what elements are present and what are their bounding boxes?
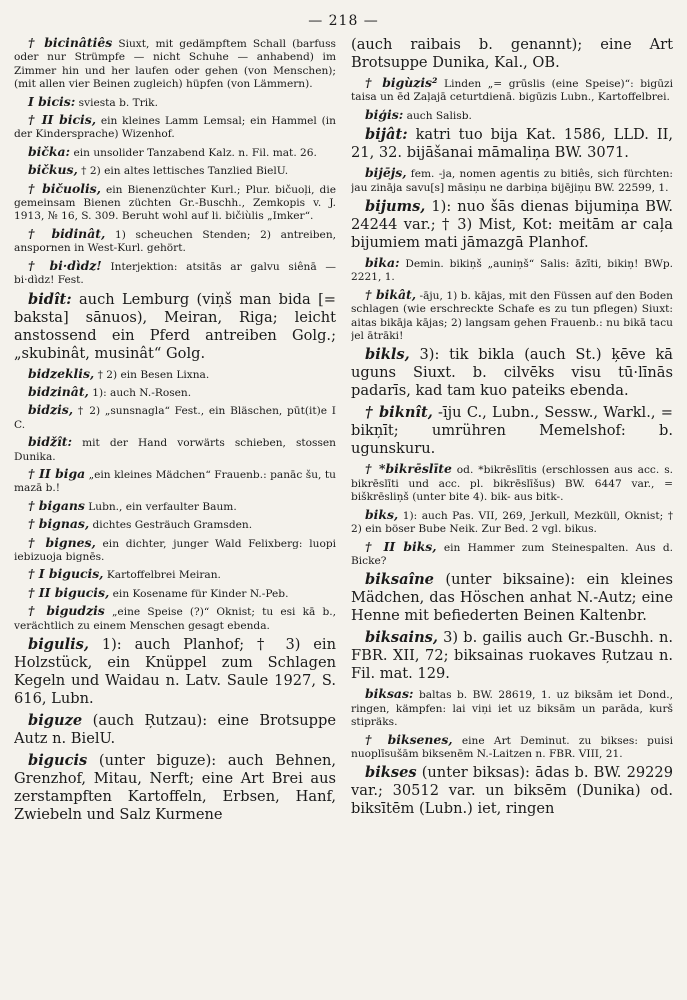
entry-body: Siuxt, mit gedämpftem Schall (barfuss oder nur Strümpfe — nicht Schuhe — anhabend) im Zimmer hin und her laufen oder gehen (von Menschen); (mit allen vier Beinen zugleich) hüpfen (von Lämmern). (14, 38, 336, 91)
entry-body: ein unsolider Tanzabend Kalz. n. Fil. mat. 26. (70, 146, 317, 159)
columns (14, 36, 673, 828)
dictionary-entry (14, 567, 336, 582)
entry-headword: biksaîne (365, 571, 434, 589)
entry-headword: bikls, (365, 346, 410, 364)
dictionary-entry (351, 346, 673, 400)
dictionary-entry (14, 145, 336, 160)
entry-headword: bijējs, (365, 165, 407, 181)
dictionary-entry (351, 764, 673, 818)
entry-headword: † bignes, (28, 534, 96, 550)
entry-headword: bičkus, (28, 162, 78, 178)
entry-headword: bidzeklis, (28, 365, 95, 381)
entry-headword: † bi·dìdz! (28, 257, 102, 273)
dictionary-entry (14, 367, 336, 382)
entry-headword: bijums, (365, 198, 426, 216)
entry-body: Demin. bikiņš „auniņš“ Salis: āzīti, bikiņ! BWp. 2221, 1. (351, 258, 673, 284)
dictionary-entry (14, 163, 336, 178)
entry-body: ein Hammer zum Steinespalten. Aus d. Bicke? (351, 541, 673, 567)
dictionary-entry (14, 259, 336, 288)
dictionary-entry (351, 571, 673, 625)
dictionary-entry (14, 291, 336, 363)
entry-body: Lubn., ein verfaulter Baum. (84, 500, 237, 513)
entry-headword: biguze (28, 712, 83, 729)
dictionary-entry (14, 752, 336, 824)
entry-headword: bijât: (365, 126, 408, 144)
entry-headword: bidît: (28, 290, 72, 308)
left-column (14, 36, 336, 828)
entry-body: † 2) ein altes lettisches Tanzlied BielU. (77, 165, 289, 178)
dictionary-entry (14, 403, 336, 432)
entry-body: 1): auch N.-Rosen. (88, 386, 192, 399)
entry-body: ein kleines Lamm Lemsal; ein Hammel (in der Kindersprache) Wizenhof. (14, 115, 336, 141)
dictionary-entry (14, 517, 336, 532)
dictionary-entry (14, 95, 336, 110)
entry-body: (unter biksaine): ein kleines Mädchen, das Höschen anhat N.-Autz; eine Henne mit befiederten Beinen Kaltenbr. (351, 571, 673, 625)
entry-headword: bička: (28, 143, 71, 159)
dictionary-entry (14, 467, 336, 496)
entry-body: baltas b. BW. 28619, 1. uz biksām iet Dond., ringen, kämpfen: lai viņi iet uz biksām un parāda, kurš stipräks. (351, 689, 673, 729)
entry-body: 1) scheuchen Stenden; 2) antreiben, anspornen in West-Kurl. gehört. (14, 228, 336, 255)
entry-body: † 2) „sunsnagla“ Fest., ein Bläschen, pūt(it)e I C. (14, 405, 336, 431)
dictionary-entry (14, 536, 336, 565)
entry-body: ein Bienenzüchter Kurl.; Plur. bičuoļi, die gemeinsam Bienen züchten Gr.-Buschh., Zemkopis v. J. 1913, № 16, S. 309. Beruht wohl auf li. bičiùlis „Imker“. (14, 183, 336, 223)
entry-headword: biksas: (365, 686, 414, 702)
entry-body: dichtes Gesträuch Gramsden. (89, 519, 253, 532)
entry-headword: biks, (365, 506, 399, 522)
entry-headword: bigucis (28, 752, 88, 769)
entry-body: auch Salisb. (403, 109, 472, 122)
entry-body: † 2) ein Besen Lixna. (94, 368, 210, 381)
entry-body: (auch Ŗutzau): eine Brotsuppe Autz n. BielU. (14, 712, 336, 747)
entry-headword: biksains, (365, 629, 438, 647)
entry-headword: † bidinât, (28, 225, 106, 241)
dictionary-entry (351, 166, 673, 195)
entry-body: fem. -ja, nomen agentis zu bitiês, sich fürchten: jau zināja savu[s] māsiņu ne darbiņa bijējiņu BW. 22599, 1. (351, 168, 673, 194)
dictionary-entry (14, 227, 336, 256)
entry-headword: I bicis: (28, 93, 76, 109)
entry-headword: † bičuolis, (28, 180, 101, 196)
dictionary-entry (351, 508, 673, 537)
entry-headword: bikses (365, 764, 417, 782)
entry-body: 1): nuo šās dienas bijumiņa BW. 24244 var.; † 3) Mist, Kot: meitām ar caļa bijumiem mati jāmazgā Planhof. (351, 198, 673, 252)
dictionary-entry (351, 404, 673, 458)
entry-headword: † I bigucis, (28, 566, 104, 582)
dictionary-entry (14, 182, 336, 224)
dictionary-entry (351, 629, 673, 683)
entry-headword: † bignas, (28, 516, 90, 532)
entry-headword: bidzinât, (28, 383, 89, 399)
entry-headword: bidžît: (28, 434, 73, 450)
entry-body: (auch raibais b. genannt); eine Art Brotsuppe Dunika, Kal., OB. (351, 36, 673, 71)
dictionary-entry (14, 604, 336, 633)
entry-headword: † bicinâtiês (28, 36, 113, 50)
entry-body: 1): auch Planhof; † 3) ein Holzstück, ein Knüppel zum Schlagen Kegeln und Waidau n. Latv. Saule 1927, S. 616, Lubn. (14, 636, 336, 707)
entry-body: od. *bikrēslītis (erschlossen aus acc. s. bikrēslīti und acc. pl. bikrēslīšus) BW. 6447 var., = biškrēsliņš (unter bite 4). bik- aus bitk-. (351, 464, 673, 504)
entry-headword: bidzis, (28, 402, 74, 418)
entry-body: 3): tik bikla (auch St.) ķēve kā uguns Siuxt. b. cilvēks visu tū·līnās padarīs, kad tam kuo pateiks ebenda. (351, 346, 673, 400)
dictionary-entry (351, 462, 673, 504)
entry-body: katri tuo bija Kat. 1586, LLD. II, 21, 32. bijāšanai māmaliņa BW. 3071. (351, 126, 673, 162)
dictionary-entry (351, 687, 673, 729)
entry-body: ein Kosename für Kinder N.-Peb. (109, 587, 289, 600)
dictionary-entry (351, 76, 673, 105)
dictionary-entry (351, 733, 673, 762)
entry-body: „eine Speise (?)“ Oknist; tu esi kā b., verächtlich zu einem Menschen gesagt ebenda. (14, 606, 336, 632)
entry-body: -īju C., Lubn., Sessw., Warkl., = bikņīt; umrühren Memelshof: b. ugunskuru. (351, 404, 673, 458)
entry-body: auch Lemburg (viņš man bida [= baksta] sānuos), Meiran, Riga; leicht anstossend ein Pferd antreiben Golg.; „skubinât, musinât“ Golg. (14, 290, 336, 362)
entry-headword: † bigùzis² (365, 75, 438, 90)
entry-headword: † biknît, (365, 404, 433, 422)
entry-body: (unter biguze): auch Behnen, Grenzhof, Mitau, Nerft; eine Art Brei aus zerstampften Kartoffeln, Erbsen, Hanf, Zwiebeln und Salz Kurmene (14, 752, 336, 823)
entry-headword: biģis: (365, 106, 404, 122)
dictionary-entry (14, 113, 336, 142)
entry-body: eine Art Deminut. zu bikses: puisi nuoplīsušām biksenēm N.-Laitzen n. FBR. VIII, 21. (351, 734, 673, 760)
entry-headword: † bigudzis (28, 603, 105, 619)
entry-body: (unter biksas): ādas b. BW. 29229 var.; 30512 var. un biksēm (Dunika) od. biksītēm (Lubn.) iet, ringen (351, 764, 673, 818)
dictionary-entry (351, 288, 673, 344)
entry-headword: † biksenes, (365, 731, 453, 747)
entry-body: Interjektion: atsitās ar galvu siênā — bi·dìdz! Fest. (14, 260, 336, 287)
entry-headword: † bikât, (365, 286, 417, 302)
right-column (351, 36, 673, 828)
dictionary-entry (351, 126, 673, 162)
dictionary-entry (351, 36, 673, 72)
dictionary-entry (351, 198, 673, 252)
dictionary-entry (14, 499, 336, 514)
entry-headword: † II biks, (365, 538, 437, 554)
dictionary-entry (14, 36, 336, 92)
entry-body: 1): auch Pas. VII, 269, Jerkull, Mezküll, Oknist; † 2) ein böser Bube Neik. Zur Bed. 2 vgl. bikus. (351, 509, 673, 536)
dictionary-entry (14, 385, 336, 400)
dictionary-entry (351, 540, 673, 569)
entry-headword: bika: (365, 255, 400, 271)
dictionary-entry (14, 636, 336, 708)
dictionary-entry (14, 586, 336, 601)
entry-body: Linden „= grūslis (eine Speise)“: bigūzi taisa un ēd Zaļajā ceturtdienā. bigūzis Lubn., Kartoffelbrei. (351, 78, 673, 104)
entry-headword: † bigans (28, 497, 85, 513)
entry-body: sviesta b. Trik. (75, 96, 158, 109)
entry-body: „ein kleines Mädchen“ Frauenb.: panāc šu, tu mazā b.! (14, 468, 336, 495)
entry-body: Kartoffelbrei Meiran. (103, 569, 221, 582)
dictionary-entry (14, 712, 336, 748)
entry-headword: † II bigucis, (28, 584, 110, 600)
dictionary-entry (351, 256, 673, 285)
entry-headword: † II bicis, (28, 112, 97, 128)
entry-headword: † *bikrēslīte (365, 461, 452, 477)
entry-headword: † II biga (28, 465, 86, 481)
entry-headword: bigulis, (28, 636, 89, 653)
entry-body: 3) b. gailis auch Gr.-Buschh. n. FBR. XII, 72; biksainas ruokaves Ŗutzau n. Fil. mat. 129. (351, 629, 673, 683)
entry-body: -āju, 1) b. kājas, mit den Füssen auf den Boden schlagen (wie erschreckte Schafe es zu tun pflegen) Siuxt: aitas bikāja kājas; 2) langsam gehen Frauenb.: nu bikā tacu jel ātrāki! (351, 289, 673, 343)
entry-body: mit der Hand vorwärts schieben, stossen Dunika. (14, 437, 336, 463)
dictionary-entry (351, 108, 673, 123)
page-number: — 218 — (308, 13, 379, 29)
entry-body: ein dichter, junger Wald Felixberg: luopi iebizuoja bignēs. (14, 537, 336, 563)
dictionary-entry (14, 435, 336, 464)
